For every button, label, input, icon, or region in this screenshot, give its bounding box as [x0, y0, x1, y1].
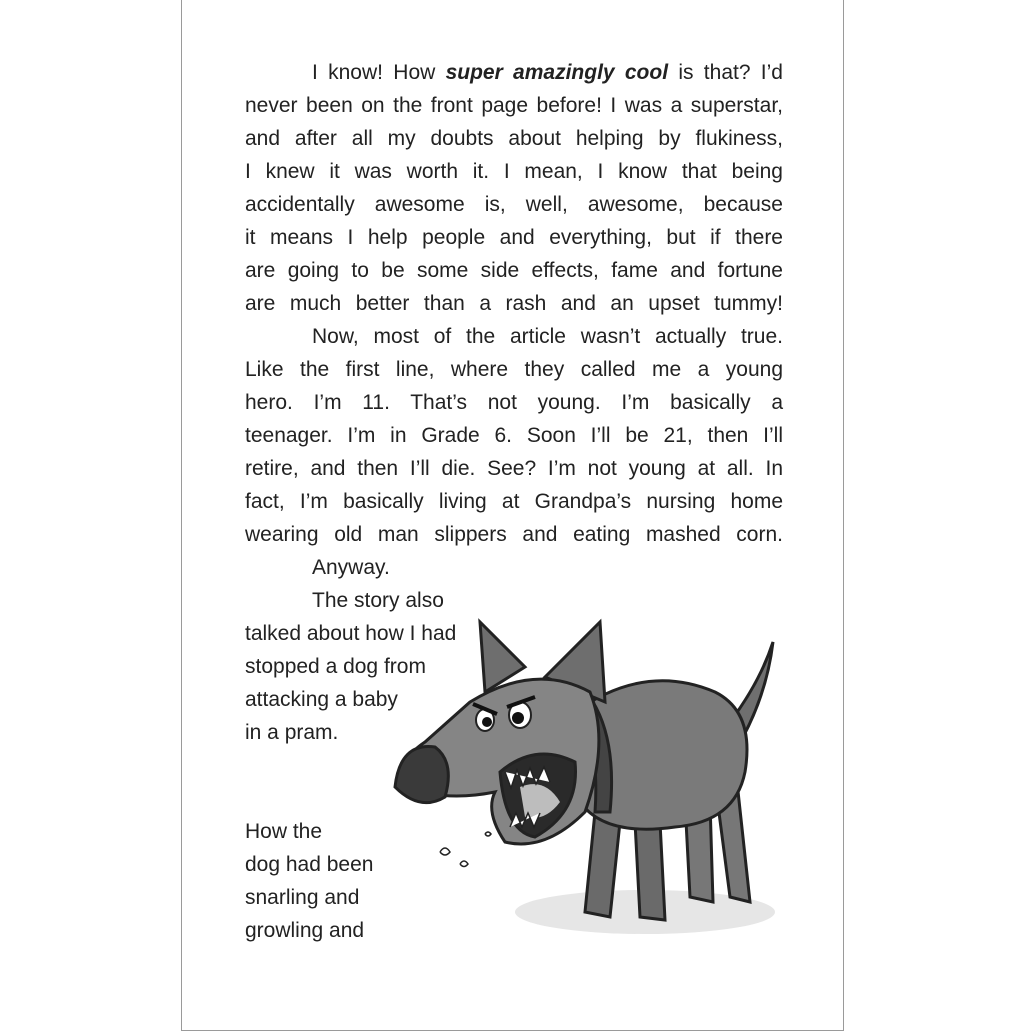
text-line: wearing old man slippers and eating mashed corn.: [245, 523, 783, 546]
text-line: stopped a dog from: [245, 655, 426, 678]
text-line: teenager. I’m in Grade 6. Soon I’ll be 21, then I’ll: [245, 424, 783, 447]
text-line: attacking a baby: [245, 688, 398, 711]
text-line: [245, 56, 783, 89]
text-line: retire, and then I’ll die. See? I’m not young at all. In: [245, 457, 783, 480]
text-line: Like the first line, where they called me a young: [245, 358, 783, 381]
text-line: are much better than a rash and an upset tummy!: [245, 292, 783, 315]
text-line: never been on the front page before! I was a superstar,: [245, 94, 783, 117]
text-line: dog had been: [245, 853, 374, 876]
text-line: snarling and: [245, 886, 360, 909]
text-span: I know! How: [312, 61, 446, 84]
text-line: in a pram.: [245, 721, 339, 744]
text-line: I knew it was worth it. I mean, I know that being: [245, 160, 783, 183]
text-line: Now, most of the article wasn’t actually true.: [312, 325, 783, 348]
emphasis-text: super amazingly cool: [445, 61, 669, 84]
text-line: it means I help people and everything, but if there: [245, 226, 783, 249]
text-line: fact, I’m basically living at Grandpa’s nursing home: [245, 490, 783, 513]
text-line: accidentally awesome is, well, awesome, because: [245, 193, 783, 216]
text-line: growling and: [245, 919, 365, 942]
text-line: The story also: [312, 589, 444, 612]
text-line: How the: [245, 820, 323, 843]
text-line: Anyway.: [312, 556, 390, 579]
snarling-dog-illustration: [385, 612, 795, 952]
text-line: are going to be some side effects, fame and fortune: [245, 259, 783, 282]
text-span: is that? I’d: [668, 61, 783, 84]
text-line: talked about how I had: [245, 622, 457, 645]
text-line: and after all my doubts about helping by flukiness,: [245, 127, 783, 150]
text-line: hero. I’m 11. That’s not young. I’m basically a: [245, 391, 783, 414]
